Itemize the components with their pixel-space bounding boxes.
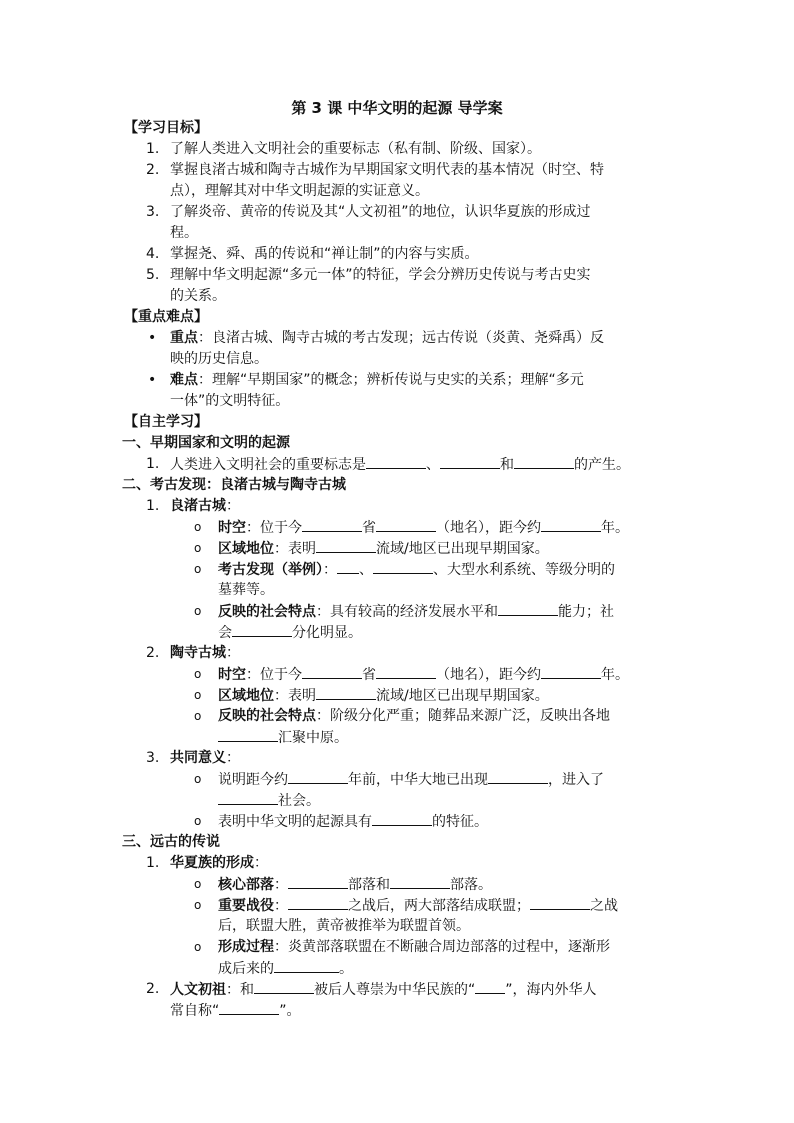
goal-number: 2. — [146, 162, 160, 178]
circle-bullet-icon: o — [194, 898, 202, 912]
answer-blank[interactable] — [219, 1000, 279, 1015]
answer-blank[interactable] — [254, 979, 314, 994]
key-point-line: 重点：良渚古城、陶寺古城的考古发现；远古传说（炎黄、尧舜禹）反 — [170, 330, 604, 346]
circle-bullet-icon: o — [194, 772, 202, 786]
answer-blank[interactable] — [218, 727, 278, 742]
answer-blank[interactable] — [373, 559, 433, 574]
section-heading: 一、早期国家和文明的起源 — [122, 435, 290, 451]
answer-blank[interactable] — [376, 517, 436, 532]
circle-bullet-icon: o — [194, 604, 202, 618]
circle-bullet-icon: o — [194, 520, 202, 534]
page-title: 第 3 课 中华文明的起源 导学案 — [291, 99, 503, 117]
fill-blank-line: 核心部落： 部落和 部落。 — [218, 874, 492, 895]
fill-blank-line: 常自称“ ”。 — [170, 1000, 301, 1021]
answer-blank[interactable] — [288, 874, 348, 889]
circle-bullet-icon: o — [194, 667, 202, 681]
goal-text: 的关系。 — [170, 288, 226, 304]
fill-blank-line: 人文初祖：和 被后人尊崇为中华民族的“ ”，海内外华人 — [170, 979, 597, 1000]
circle-bullet-icon: o — [194, 877, 202, 891]
fill-blank-line: 表明中华文明的起源具有 的特征。 — [218, 811, 488, 832]
item-number: 2. — [146, 645, 160, 661]
answer-blank[interactable] — [274, 958, 339, 973]
fill-blank-line: 重要战役： 之战后，两大部落结成联盟； 之战 — [218, 895, 618, 916]
answer-blank[interactable] — [514, 454, 574, 469]
answer-blank[interactable] — [440, 454, 500, 469]
fill-blank-line: 反映的社会特点：阶级分化严重；随葬品来源广泛，反映出各地 — [218, 708, 610, 724]
goal-text: 了解炎帝、黄帝的传说及其“人文初祖”的地位，认识华夏族的形成过 — [170, 204, 591, 220]
subsection-label: 共同意义： — [170, 750, 240, 766]
answer-blank[interactable] — [337, 559, 359, 574]
goal-text: 掌握尧、舜、禹的传说和“禅让制”的内容与实质。 — [170, 246, 479, 262]
fill-blank-line: 形成过程：炎黄部落联盟在不断融合周边部落的过程中，逐渐形 — [218, 939, 610, 955]
fill-blank-line: 汇聚中原。 — [218, 727, 348, 748]
circle-bullet-icon: o — [194, 562, 202, 576]
fill-blank-line: 区域地位：表明 流域/地区已出现早期国家。 — [218, 538, 549, 559]
answer-blank[interactable] — [302, 517, 362, 532]
answer-blank[interactable] — [288, 895, 348, 910]
answer-blank[interactable] — [366, 454, 426, 469]
fill-blank-line: 说明距今约 年前，中华大地已出现 ，进入了 — [218, 769, 604, 790]
key-point-line: 映的历史信息。 — [170, 351, 268, 367]
goal-text: 理解中华文明起源“多元一体”的特征，学会分辨历史传说与考古史实 — [170, 267, 591, 283]
fill-blank-line: 社会。 — [218, 790, 320, 811]
heading-goals: 【学习目标】 — [124, 120, 208, 136]
item-number: 1. — [146, 456, 160, 472]
circle-bullet-icon: o — [194, 940, 202, 954]
fill-blank-line: 成后来的 。 — [218, 958, 353, 979]
subsection-label: 华夏族的形成： — [170, 855, 268, 871]
difficulty-line: 一体”的文明特征。 — [170, 393, 290, 409]
goal-number: 4. — [146, 246, 160, 262]
answer-blank[interactable] — [376, 664, 436, 679]
heading-self-study: 【自主学习】 — [124, 414, 208, 430]
section-heading: 三、远古的传说 — [122, 834, 220, 850]
answer-blank[interactable] — [498, 601, 558, 616]
goal-text: 程。 — [170, 225, 198, 241]
goal-text: 了解人类进入文明社会的重要标志（私有制、阶级、国家）。 — [170, 141, 541, 157]
answer-blank[interactable] — [530, 895, 590, 910]
answer-blank[interactable] — [288, 769, 348, 784]
goal-text: 掌握良渚古城和陶寺古城作为早期国家文明代表的基本情况（时空、特 — [170, 162, 604, 178]
goal-number: 5. — [146, 267, 160, 283]
answer-blank[interactable] — [372, 811, 432, 826]
fill-blank-line: 时空：位于今 省 （地名），距今约 年。 — [218, 517, 629, 538]
fill-blank-line: 反映的社会特点：具有较高的经济发展水平和 能力；社 — [218, 601, 614, 622]
circle-bullet-icon: o — [194, 709, 202, 723]
section-heading: 二、考古发现：良渚古城与陶寺古城 — [122, 477, 346, 493]
fill-blank-line: 区域地位：表明 流域/地区已出现早期国家。 — [218, 685, 549, 706]
goal-number: 3. — [146, 204, 160, 220]
circle-bullet-icon: o — [194, 688, 202, 702]
fill-blank-line: 时空：位于今 省 （地名），距今约 年。 — [218, 664, 629, 685]
item-number: 2. — [146, 981, 160, 997]
circle-bullet-icon: o — [194, 814, 202, 828]
answer-blank[interactable] — [316, 538, 376, 553]
answer-blank[interactable] — [541, 664, 601, 679]
fill-blank-line: 考古发现（举例）： 、 、大型水利系统、等级分明的 — [218, 559, 615, 580]
goal-text: 点），理解其对中华文明起源的实证意义。 — [170, 183, 429, 199]
continuation-line: 后，联盟大胜，黄帝被推举为联盟首领。 — [218, 918, 470, 934]
item-number: 3. — [146, 750, 160, 766]
item-number: 1. — [146, 855, 160, 871]
bullet-dot-icon: • — [148, 372, 157, 388]
answer-blank[interactable] — [316, 685, 376, 700]
difficulty-line: 难点：理解“早期国家”的概念；辨析传说与史实的关系；理解“多元 — [170, 372, 584, 388]
answer-blank[interactable] — [475, 979, 505, 994]
answer-blank[interactable] — [390, 874, 450, 889]
continuation-line: 墓葬等。 — [218, 582, 274, 598]
answer-blank[interactable] — [232, 622, 292, 637]
answer-blank[interactable] — [302, 664, 362, 679]
bullet-dot-icon: • — [148, 330, 157, 346]
answer-blank[interactable] — [488, 769, 548, 784]
fill-blank-line: 人类进入文明社会的重要标志是 、 和 的产生。 — [170, 454, 630, 475]
subsection-label: 良渚古城： — [170, 498, 240, 514]
fill-blank-line: 会 分化明显。 — [218, 622, 362, 643]
heading-key-points: 【重点难点】 — [124, 309, 208, 325]
item-number: 1. — [146, 498, 160, 514]
answer-blank[interactable] — [541, 517, 601, 532]
goal-number: 1. — [146, 141, 160, 157]
circle-bullet-icon: o — [194, 541, 202, 555]
subsection-label: 陶寺古城： — [170, 645, 240, 661]
answer-blank[interactable] — [218, 790, 278, 805]
